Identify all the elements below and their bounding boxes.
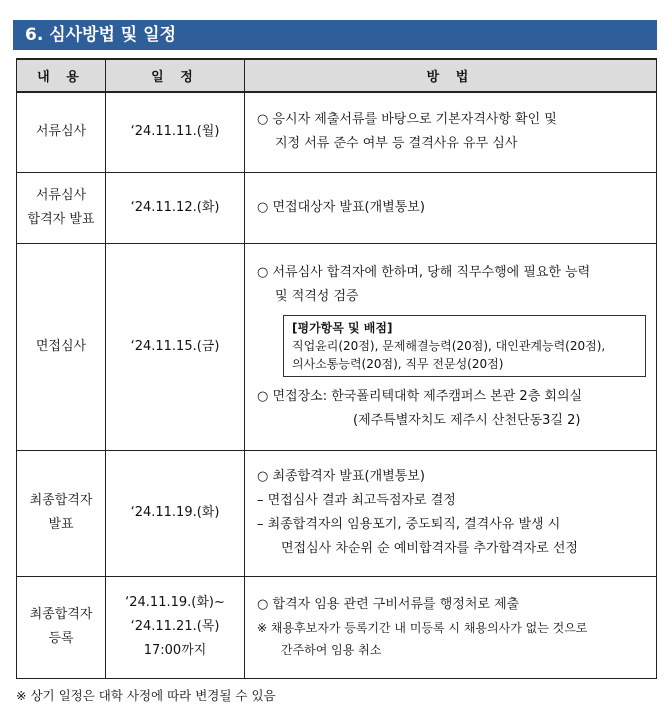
row-item: 서류심사 합격자 발표 [17,172,106,243]
row-method: ○ 합격자 임용 관련 구비서류를 행정처로 제출 ※ 채용후보자가 등록기간 내 미등록 시 채용의사가 없는 것으로 간주하여 임용 취소 [245,576,657,678]
schedule-table [16,58,657,679]
header-method: 방 법 [245,59,657,92]
row-method: ○ 최종합격자 발표(개별통보) – 면접심사 결과 최고득점자로 결정 – 최종합격자의 임용포기, 중도퇴직, 결격사유 발생 시 면접심사 차순위 순 예비합격자를 추가합격자로 선정 [245,450,657,576]
row-date: ‘24.11.11.(월) [106,92,245,172]
row-method: ○ 응시자 제출서류를 바탕으로 기본자격사항 확인 및 지정 서류 준수 여부 등 결격사유 유무 심사 [245,92,657,172]
table-row [17,450,657,576]
row-date: ‘24.11.19.(화) [106,450,245,576]
row-item: 최종합격자 등록 [17,576,106,678]
row-date: ‘24.11.15.(금) [106,243,245,450]
evaluation-box-heading: [평가항목 및 배점] [292,320,393,335]
row-item: 최종합격자 발표 [17,450,106,576]
table-row [17,576,657,678]
row-date: ‘24.11.19.(화)~ ‘24.11.21.(목) 17:00까지 [106,576,245,678]
row-item: 면접심사 [17,243,106,450]
row-method: ○ 면접대상자 발표(개별통보) [245,172,657,243]
table-row [17,243,657,450]
table-row [17,92,657,172]
header-date: 일 정 [106,59,245,92]
footnote: ※ 상기 일정은 대학 사정에 따라 변경될 수 있음 [16,688,276,703]
header-item: 내 용 [17,59,106,92]
table-row [17,172,657,243]
section-title: 6. 심사방법 및 일정 [13,20,657,50]
evaluation-box: [평가항목 및 배점] 직업윤리(20점), 문제해결능력(20점), 대인관계능력(20점), 의사소통능력(20점), 직무 전문성(20점) [283,315,646,377]
row-date: ‘24.11.12.(화) [106,172,245,243]
row-item: 서류심사 [17,92,106,172]
row-method: ○ 서류심사 합격자에 한하며, 당해 직무수행에 필요한 능력 및 적격성 검증 [평가항목 및 배점] 직업윤리(20점), 문제해결능력(20점), 대인관계능력(20점), 의사소통능력(20점), 직무 전문성(20점) ○ 면접장소: 한국폴리텍대학 제주캠퍼스 본관 2층 회의실 (제주특별자치도 제주시 산천단동3길 2) [245,243,657,450]
